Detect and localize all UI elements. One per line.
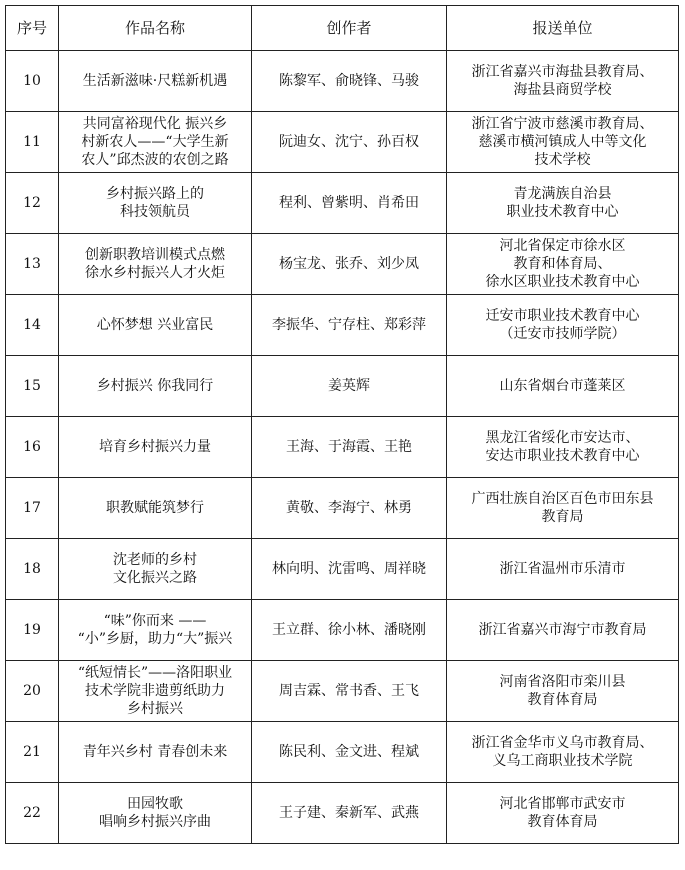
cell-submitting-unit <box>447 295 679 356</box>
cell-submitting-unit-line: 浙江省金华市义乌市教育局、 <box>471 735 654 751</box>
cell-creators <box>252 661 447 722</box>
cell-serial: 16 <box>6 417 59 478</box>
table-row <box>6 783 679 844</box>
cell-serial: 11 <box>6 112 59 173</box>
cell-creators-line: 王海、于海霞、王艳 <box>286 439 412 455</box>
cell-work-title-line: 村新农人——“大学生新 <box>81 134 229 150</box>
cell-work-title <box>59 478 252 539</box>
cell-work-title <box>59 173 252 234</box>
cell-creators <box>252 539 447 600</box>
cell-creators <box>252 600 447 661</box>
cell-submitting-unit <box>447 112 679 173</box>
cell-creators-line: 王立群、徐小林、潘晓刚 <box>272 622 426 638</box>
cell-work-title-line: 职教赋能筑梦行 <box>106 500 204 516</box>
cell-submitting-unit-line: 浙江省宁波市慈溪市教育局、 <box>471 116 654 132</box>
cell-work-title-line: “味”你而来 —— <box>103 613 207 629</box>
table-body <box>6 51 679 844</box>
cell-creators-line: 林向明、沈雷鸣、周祥晓 <box>272 561 426 577</box>
cell-serial: 19 <box>6 600 59 661</box>
cell-submitting-unit <box>447 356 679 417</box>
cell-work-title <box>59 600 252 661</box>
cell-work-title-line: “小”乡厨，助力“大”振兴 <box>77 631 233 647</box>
cell-submitting-unit <box>447 783 679 844</box>
cell-serial: 20 <box>6 661 59 722</box>
cell-submitting-unit-line: 浙江省嘉兴市海宁市教育局 <box>478 622 647 638</box>
cell-creators-line: 黄敬、李海宁、林勇 <box>286 500 412 516</box>
table-row <box>6 539 679 600</box>
cell-submitting-unit-line: 黑龙江省绥化市安达市、 <box>485 430 640 446</box>
cell-serial: 13 <box>6 234 59 295</box>
cell-creators-line: 杨宝龙、张乔、刘少凤 <box>279 256 419 272</box>
cell-submitting-unit-line: 安达市职业技术教育中心 <box>485 448 640 464</box>
table-row <box>6 356 679 417</box>
header-serial: 序号 <box>6 6 59 51</box>
cell-creators-line: 陈黎军、俞晓锋、马骏 <box>279 73 419 89</box>
cell-submitting-unit-line: 河北省保定市徐水区 <box>499 238 626 254</box>
cell-submitting-unit-line: （迁安市技师学院） <box>499 326 626 342</box>
cell-creators <box>252 478 447 539</box>
cell-submitting-unit-line: 青龙满族自治县 <box>513 186 612 202</box>
cell-serial: 18 <box>6 539 59 600</box>
cell-work-title <box>59 356 252 417</box>
cell-submitting-unit <box>447 173 679 234</box>
cell-serial: 15 <box>6 356 59 417</box>
cell-creators-line: 姜英辉 <box>328 378 370 394</box>
cell-submitting-unit <box>447 722 679 783</box>
table-row <box>6 112 679 173</box>
cell-submitting-unit <box>447 600 679 661</box>
cell-work-title <box>59 295 252 356</box>
cell-submitting-unit-line: 迁安市职业技术教育中心 <box>485 308 640 324</box>
cell-serial: 22 <box>6 783 59 844</box>
cell-work-title-line: 乡村振兴 <box>127 701 183 717</box>
cell-creators <box>252 356 447 417</box>
cell-work-title <box>59 661 252 722</box>
cell-creators <box>252 173 447 234</box>
cell-serial: 21 <box>6 722 59 783</box>
table-row <box>6 51 679 112</box>
table-row <box>6 722 679 783</box>
cell-work-title-line: 唱响乡村振兴序曲 <box>99 814 211 830</box>
table-row <box>6 295 679 356</box>
cell-submitting-unit-line: 浙江省温州市乐清市 <box>499 561 626 577</box>
header-creators: 创作者 <box>252 6 447 51</box>
cell-work-title-line: 徐水乡村振兴人才火炬 <box>85 265 225 281</box>
cell-work-title-line: 科技领航员 <box>120 204 190 220</box>
cell-creators <box>252 722 447 783</box>
table-row <box>6 173 679 234</box>
cell-work-title-line: 共同富裕现代化 振兴乡 <box>82 116 228 132</box>
cell-submitting-unit-line: 河北省邯郸市武安市 <box>499 796 626 812</box>
table-row <box>6 417 679 478</box>
header-row <box>6 6 679 51</box>
cell-work-title-line: 心怀梦想 兴业富民 <box>96 317 214 333</box>
cell-submitting-unit-line: 教育局 <box>541 509 584 525</box>
cell-work-title-line: 农人”邱杰波的农创之路 <box>81 152 229 168</box>
cell-work-title-line: 青年兴乡村 青春创未来 <box>82 744 228 760</box>
cell-work-title <box>59 417 252 478</box>
cell-serial: 14 <box>6 295 59 356</box>
cell-submitting-unit-line: 慈溪市横河镇成人中等文化 <box>478 134 647 150</box>
cell-creators-line: 李振华、宁存柱、郑彩萍 <box>272 317 426 333</box>
cell-work-title-line: 田园牧歌 <box>127 796 183 812</box>
cell-work-title-line: “纸短情长”——洛阳职业 <box>77 665 233 681</box>
cell-creators <box>252 51 447 112</box>
table-row <box>6 661 679 722</box>
cell-work-title-line: 创新职教培训模式点燃 <box>85 247 225 263</box>
cell-submitting-unit <box>447 539 679 600</box>
cell-submitting-unit-line: 职业技术教育中心 <box>506 204 619 220</box>
cell-work-title <box>59 783 252 844</box>
cell-creators <box>252 234 447 295</box>
cell-creators-line: 陈民利、金文进、程斌 <box>279 744 419 760</box>
table-row <box>6 600 679 661</box>
table-row <box>6 234 679 295</box>
cell-work-title <box>59 539 252 600</box>
cell-creators-line: 周吉霖、常书香、王飞 <box>279 683 419 699</box>
header-submitting-unit: 报送单位 <box>447 6 679 51</box>
cell-serial: 10 <box>6 51 59 112</box>
cell-submitting-unit-line: 徐水区职业技术教育中心 <box>485 274 640 290</box>
cell-submitting-unit-line: 技术学校 <box>534 152 591 168</box>
cell-serial: 12 <box>6 173 59 234</box>
cell-work-title <box>59 234 252 295</box>
cell-work-title-line: 培育乡村振兴力量 <box>99 439 211 455</box>
cell-submitting-unit <box>447 661 679 722</box>
cell-work-title-line: 生活新滋味·尺糕新机遇 <box>82 73 228 89</box>
cell-work-title-line: 文化振兴之路 <box>113 570 197 586</box>
awards-table <box>5 5 679 844</box>
cell-submitting-unit-line: 河南省洛阳市栾川县 <box>499 674 626 690</box>
cell-work-title-line: 技术学院非遗剪纸助力 <box>85 683 225 699</box>
cell-work-title-line: 乡村振兴 你我同行 <box>96 378 214 394</box>
cell-work-title-line: 乡村振兴路上的 <box>106 186 204 202</box>
cell-creators <box>252 112 447 173</box>
cell-creators-line: 程利、曾紫明、肖希田 <box>279 195 419 211</box>
header-work-title: 作品名称 <box>59 6 252 51</box>
cell-submitting-unit-line: 浙江省嘉兴市海盐县教育局、 <box>471 64 654 80</box>
cell-work-title <box>59 112 252 173</box>
cell-creators-line: 阮迪女、沈宁、孙百权 <box>279 134 419 150</box>
cell-submitting-unit-line: 教育体育局 <box>527 692 598 708</box>
cell-submitting-unit-line: 广西壮族自治区百色市田东县 <box>471 491 654 507</box>
cell-submitting-unit-line: 教育和体育局、 <box>513 256 612 272</box>
cell-submitting-unit <box>447 417 679 478</box>
cell-submitting-unit-line: 山东省烟台市蓬莱区 <box>499 378 626 394</box>
cell-work-title <box>59 51 252 112</box>
cell-creators <box>252 295 447 356</box>
cell-creators-line: 王子建、秦新军、武燕 <box>279 805 419 821</box>
cell-work-title-line: 沈老师的乡村 <box>113 552 197 568</box>
cell-work-title <box>59 722 252 783</box>
cell-submitting-unit <box>447 478 679 539</box>
cell-creators <box>252 417 447 478</box>
cell-submitting-unit <box>447 51 679 112</box>
cell-serial: 17 <box>6 478 59 539</box>
cell-creators <box>252 783 447 844</box>
cell-submitting-unit-line: 海盐县商贸学校 <box>513 82 612 98</box>
cell-submitting-unit-line: 义乌工商职业技术学院 <box>492 753 633 769</box>
table-row <box>6 478 679 539</box>
table-header <box>6 6 679 51</box>
cell-submitting-unit <box>447 234 679 295</box>
cell-submitting-unit-line: 教育体育局 <box>527 814 598 830</box>
